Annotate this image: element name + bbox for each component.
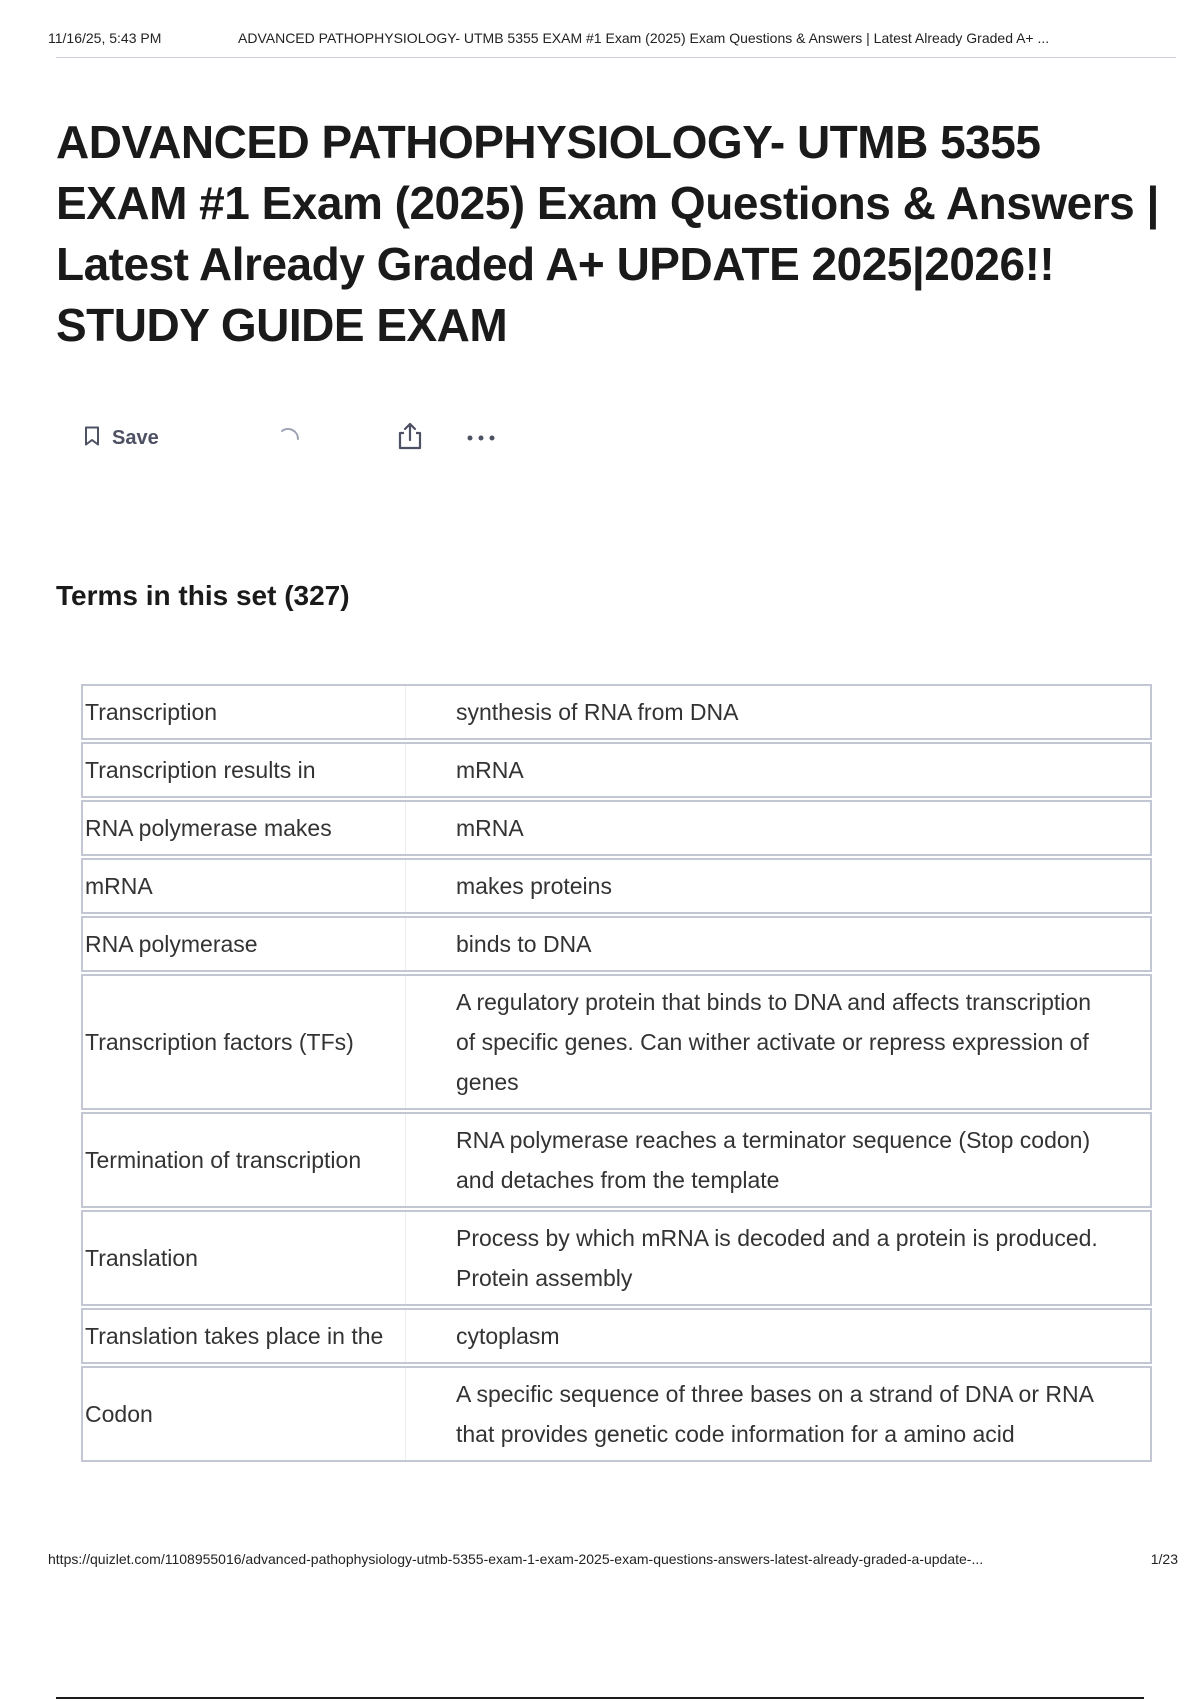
print-datetime: 11/16/25, 5:43 PM bbox=[48, 30, 162, 46]
term-row bbox=[82, 1113, 1151, 1207]
definition-cell: A specific sequence of three bases on a strand of DNA or RNA that provides genetic code information for a amino acid bbox=[406, 1367, 1152, 1461]
set-actions-toolbar bbox=[84, 418, 584, 458]
definition-cell: RNA polymerase reaches a terminator sequence (Stop codon) and detaches from the template bbox=[406, 1113, 1152, 1207]
term-cell: Transcription bbox=[82, 685, 406, 739]
spinner-icon bbox=[276, 418, 302, 458]
page-bottom-rule bbox=[56, 1697, 1144, 1699]
term-cell: Translation bbox=[82, 1211, 406, 1305]
print-url: https://quizlet.com/1108955016/advanced-pathophysiology-utmb-5355-exam-1-exam-2025-exam-questions-answers-latest-already-graded-a-update-... bbox=[48, 1551, 984, 1567]
term-cell: Transcription results in bbox=[82, 743, 406, 797]
definition-cell: Process by which mRNA is decoded and a protein is produced. Protein assembly bbox=[406, 1211, 1152, 1305]
term-cell: RNA polymerase makes bbox=[82, 801, 406, 855]
header-divider bbox=[56, 57, 1176, 58]
term-cell: Translation takes place in the bbox=[82, 1309, 406, 1363]
share-icon bbox=[396, 421, 424, 456]
term-row bbox=[82, 1367, 1151, 1461]
terms-heading: Terms in this set (327) bbox=[56, 580, 350, 611]
definition-cell: cytoplasm bbox=[406, 1309, 1152, 1363]
save-label: Save bbox=[112, 426, 159, 449]
more-options-button[interactable] bbox=[466, 418, 496, 458]
term-row bbox=[82, 975, 1151, 1109]
definition-cell: mRNA bbox=[406, 743, 1152, 797]
term-row bbox=[82, 1309, 1151, 1363]
term-row bbox=[82, 1211, 1151, 1305]
definition-cell: mRNA bbox=[406, 801, 1152, 855]
term-row bbox=[82, 859, 1151, 913]
definition-cell: makes proteins bbox=[406, 859, 1152, 913]
print-doc-title: ADVANCED PATHOPHYSIOLOGY- UTMB 5355 EXAM #1 Exam (2025) Exam Questions & Answers | Latest Already Graded A+ ... bbox=[238, 30, 1050, 46]
share-button[interactable] bbox=[396, 418, 424, 458]
terms-table bbox=[81, 684, 1152, 1462]
term-cell: Codon bbox=[82, 1367, 406, 1461]
save-button[interactable] bbox=[84, 418, 159, 458]
term-row bbox=[82, 801, 1151, 855]
term-row bbox=[82, 917, 1151, 971]
page-title: ADVANCED PATHOPHYSIOLOGY- UTMB 5355 EXAM #1 Exam (2025) Exam Questions & Answers | Latest Already Graded A+ UPDATE 2025|2026!! STUDY GUIDE EXAM bbox=[56, 116, 1159, 351]
term-cell: Termination of transcription bbox=[82, 1113, 406, 1207]
term-cell: RNA polymerase bbox=[82, 917, 406, 971]
more-horizontal-icon bbox=[466, 429, 496, 447]
bookmark-icon bbox=[84, 426, 100, 451]
page-number: 1/23 bbox=[1150, 1551, 1178, 1567]
term-cell: Transcription factors (TFs) bbox=[82, 975, 406, 1109]
term-row bbox=[82, 743, 1151, 797]
term-row bbox=[82, 685, 1151, 739]
term-cell: mRNA bbox=[82, 859, 406, 913]
definition-cell: synthesis of RNA from DNA bbox=[406, 685, 1152, 739]
definition-cell: binds to DNA bbox=[406, 917, 1152, 971]
definition-cell: A regulatory protein that binds to DNA and affects transcription of specific genes. Can wither activate or repress expression of genes bbox=[406, 975, 1152, 1109]
